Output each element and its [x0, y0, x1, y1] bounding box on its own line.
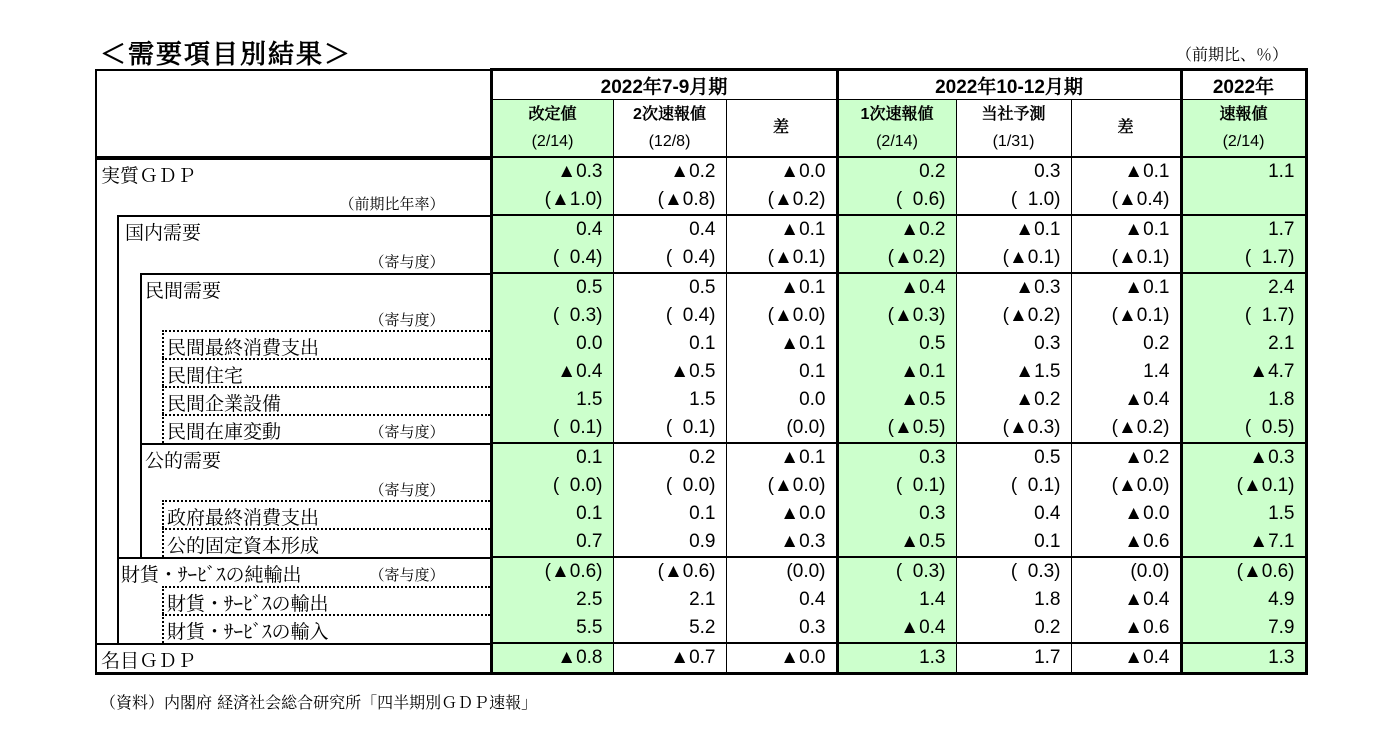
row-sublabel: （寄与度）	[369, 482, 445, 499]
value-cell: 2.1	[1181, 330, 1306, 358]
value-cell: ▲0.4	[1071, 586, 1181, 614]
value-cell: (▲0.5)	[837, 414, 956, 443]
value-cell: ▲0.1	[1071, 273, 1181, 302]
value-cell: 1.4	[837, 586, 956, 614]
row-label-cell	[96, 157, 491, 186]
value-cell: (▲0.6)	[1181, 557, 1306, 586]
value-cell: 0.0	[726, 386, 837, 414]
row-label: 政府最終消費支出	[167, 508, 320, 529]
value-cell: ▲0.0	[726, 643, 837, 674]
value-cell: 0.3	[956, 157, 1071, 186]
column-date: (2/14)	[531, 133, 574, 150]
value-cell: ▲0.3	[726, 528, 837, 557]
value-cell: ( 0.0)	[613, 472, 726, 500]
value-cell: (▲0.0)	[726, 302, 837, 330]
value-cell: ▲0.4	[1071, 643, 1181, 674]
table-row	[96, 500, 1306, 528]
demand-results-table	[95, 68, 1308, 675]
value-cell: ▲0.1	[726, 215, 837, 244]
value-cell: (▲0.3)	[956, 414, 1071, 443]
value-cell: (▲0.1)	[726, 244, 837, 273]
column-date: (2/14)	[876, 133, 918, 150]
value-cell: ▲0.1	[837, 358, 956, 386]
row-label-cell	[96, 614, 491, 643]
row-label: 国内需要	[125, 223, 202, 244]
value-cell: ▲1.5	[956, 358, 1071, 386]
value-cell: ( 0.4)	[613, 302, 726, 330]
row-label: 民間企業設備	[167, 394, 282, 415]
value-cell: ▲0.1	[726, 443, 837, 472]
value-cell: ( 0.1)	[613, 414, 726, 443]
value-cell: ( 1.7)	[1181, 244, 1306, 273]
value-cell: 0.5	[613, 273, 726, 302]
value-cell	[1181, 186, 1306, 215]
table-row	[96, 215, 1306, 244]
row-label-cell	[96, 500, 491, 528]
value-cell: 0.3	[726, 614, 837, 643]
value-cell: 0.1	[491, 500, 613, 528]
value-cell: 0.1	[956, 528, 1071, 557]
column-header	[491, 100, 613, 158]
row-label: 実質ＧＤＰ	[101, 166, 197, 187]
column-header	[956, 100, 1071, 158]
row-label-cell	[96, 528, 491, 557]
column-label: 当社予測	[981, 106, 1046, 123]
value-cell: 0.1	[613, 500, 726, 528]
value-cell: ▲0.0	[726, 157, 837, 186]
value-cell: (▲0.4)	[1071, 186, 1181, 215]
value-cell: ▲0.7	[613, 643, 726, 674]
row-label: 民間在庫変動	[167, 422, 282, 443]
column-header	[726, 100, 837, 158]
column-header	[1071, 100, 1181, 158]
value-cell: ( 0.3)	[956, 557, 1071, 586]
table-row	[96, 157, 1306, 186]
value-cell: 1.3	[1181, 643, 1306, 674]
table-row	[96, 614, 1306, 643]
table-row	[96, 358, 1306, 386]
value-cell: (▲0.2)	[956, 302, 1071, 330]
value-cell: 0.5	[837, 330, 956, 358]
value-cell: ▲0.0	[1071, 500, 1181, 528]
value-cell: ( 0.4)	[613, 244, 726, 273]
value-cell: ▲0.6	[1071, 528, 1181, 557]
row-label: 財貨・ｻｰﾋﾞｽの輸出	[167, 594, 329, 615]
column-label: 2次速報値	[633, 106, 706, 123]
value-cell: ( 0.4)	[491, 244, 613, 273]
row-sublabel: （寄与度）	[369, 567, 445, 584]
value-cell: 1.7	[1181, 215, 1306, 244]
table-row	[96, 443, 1306, 472]
value-cell: 2.1	[613, 586, 726, 614]
value-cell: ( 0.6)	[837, 186, 956, 215]
value-cell: (▲0.1)	[1071, 302, 1181, 330]
row-label-cell	[96, 643, 491, 674]
table-row	[96, 528, 1306, 557]
table-row	[96, 244, 1306, 273]
table-row	[96, 302, 1306, 330]
value-cell: 0.4	[613, 215, 726, 244]
value-cell: ▲0.5	[613, 358, 726, 386]
value-cell: (▲0.6)	[491, 557, 613, 586]
row-label-cell	[96, 302, 491, 330]
row-label-cell	[96, 273, 491, 302]
value-cell: (▲0.2)	[1071, 414, 1181, 443]
row-label: 公的固定資本形成	[167, 536, 320, 557]
value-cell: 0.5	[956, 443, 1071, 472]
column-date: (12/8)	[648, 133, 691, 150]
value-cell: (0.0)	[726, 557, 837, 586]
column-label: 改定値	[528, 106, 577, 123]
value-cell: (▲0.1)	[1071, 244, 1181, 273]
value-cell: ▲0.4	[1071, 386, 1181, 414]
value-cell: 0.3	[837, 500, 956, 528]
period-q4-2022: 2022年10-12月期	[837, 70, 1181, 100]
value-cell: 0.3	[956, 330, 1071, 358]
period-header-row	[96, 70, 1306, 100]
row-label: 民間住宅	[167, 366, 244, 387]
value-cell: ( 0.3)	[837, 557, 956, 586]
value-cell: 1.7	[956, 643, 1071, 674]
value-cell: (▲0.2)	[726, 186, 837, 215]
table-row	[96, 186, 1306, 215]
value-cell: 0.4	[956, 500, 1071, 528]
value-cell: ▲0.3	[956, 273, 1071, 302]
row-sublabel: （前期比年率）	[339, 196, 445, 213]
value-cell: ▲0.0	[726, 500, 837, 528]
value-cell: 1.1	[1181, 157, 1306, 186]
value-cell: 0.1	[613, 330, 726, 358]
table-row	[96, 643, 1306, 674]
period-2022: 2022年	[1181, 70, 1306, 100]
value-cell: ▲0.6	[1071, 614, 1181, 643]
value-cell: (▲0.1)	[1181, 472, 1306, 500]
value-cell: (0.0)	[726, 414, 837, 443]
value-cell: (▲0.3)	[837, 302, 956, 330]
value-cell: 1.4	[1071, 358, 1181, 386]
value-cell: 0.3	[837, 443, 956, 472]
value-cell: ▲0.3	[1181, 443, 1306, 472]
table-row	[96, 273, 1306, 302]
value-cell: 0.0	[491, 330, 613, 358]
row-label: 民間需要	[145, 281, 222, 302]
value-cell: 1.5	[613, 386, 726, 414]
table-row	[96, 586, 1306, 614]
value-cell: ▲0.4	[837, 614, 956, 643]
value-cell: ( 0.3)	[491, 302, 613, 330]
value-cell: (▲1.0)	[491, 186, 613, 215]
value-cell: 5.2	[613, 614, 726, 643]
value-cell: ▲0.4	[491, 358, 613, 386]
row-label-cell	[96, 557, 491, 586]
value-cell: ▲0.1	[956, 215, 1071, 244]
row-label-cell	[96, 414, 491, 443]
value-cell: 0.7	[491, 528, 613, 557]
column-date: (1/31)	[992, 133, 1035, 150]
value-cell: ▲0.3	[491, 157, 613, 186]
row-label-cell	[96, 358, 491, 386]
value-cell: 2.4	[1181, 273, 1306, 302]
table-title: ＜需要項目別結果＞	[100, 40, 353, 70]
period-q3-2022: 2022年7-9月期	[491, 70, 837, 100]
row-label: 民間最終消費支出	[167, 338, 320, 359]
table-row	[96, 472, 1306, 500]
unit-note: （前期比、％）	[1175, 45, 1288, 64]
value-cell: (▲0.0)	[1071, 472, 1181, 500]
value-cell: ▲4.7	[1181, 358, 1306, 386]
value-cell: ▲0.1	[1071, 157, 1181, 186]
row-label-cell	[96, 443, 491, 472]
value-cell: 0.4	[726, 586, 837, 614]
row-sublabel: （寄与度）	[369, 312, 445, 329]
row-label: 財貨・ｻｰﾋﾞｽの輸入	[167, 622, 329, 643]
row-label-cell	[96, 215, 491, 244]
value-cell: 0.2	[613, 443, 726, 472]
value-cell: 1.3	[837, 643, 956, 674]
row-label-cell	[96, 244, 491, 273]
value-cell: ( 0.1)	[956, 472, 1071, 500]
source-note: （資料）内閣府 経済社会総合研究所「四半期別ＧＤＰ速報」	[100, 693, 538, 712]
value-cell: 4.9	[1181, 586, 1306, 614]
value-cell: 0.1	[491, 443, 613, 472]
value-cell: ▲0.5	[837, 386, 956, 414]
row-label: 公的需要	[145, 451, 222, 472]
value-cell: ▲0.4	[837, 273, 956, 302]
value-cell: ▲0.2	[956, 386, 1071, 414]
table-row	[96, 557, 1306, 586]
row-label-cell	[96, 472, 491, 500]
value-cell: ( 1.7)	[1181, 302, 1306, 330]
value-cell: ( 0.0)	[491, 472, 613, 500]
value-cell: (▲0.1)	[956, 244, 1071, 273]
row-sublabel: （寄与度）	[369, 424, 445, 441]
value-cell: 0.1	[726, 358, 837, 386]
value-cell: (▲0.8)	[613, 186, 726, 215]
row-label: 名目ＧＤＰ	[101, 651, 197, 672]
value-cell: ( 0.1)	[837, 472, 956, 500]
column-label: 差	[772, 119, 789, 136]
value-cell: (0.0)	[1071, 557, 1181, 586]
value-cell: ( 0.1)	[491, 414, 613, 443]
column-label: 差	[1117, 119, 1134, 136]
value-cell: ▲0.1	[726, 330, 837, 358]
value-cell: ▲0.2	[613, 157, 726, 186]
value-cell: ( 0.5)	[1181, 414, 1306, 443]
row-label-cell	[96, 586, 491, 614]
column-label: 1次速報値	[860, 106, 934, 123]
row-label: 財貨・ｻｰﾋﾞｽの純輸出	[121, 565, 302, 586]
table-row	[96, 386, 1306, 414]
value-cell: 0.2	[956, 614, 1071, 643]
value-cell: (▲0.0)	[726, 472, 837, 500]
row-label-cell	[96, 330, 491, 358]
value-cell: ▲0.2	[1071, 443, 1181, 472]
value-cell: ▲0.1	[1071, 215, 1181, 244]
value-cell: 0.4	[491, 215, 613, 244]
value-cell: ( 1.0)	[956, 186, 1071, 215]
value-cell: (▲0.2)	[837, 244, 956, 273]
value-cell: 0.2	[1071, 330, 1181, 358]
table-row	[96, 330, 1306, 358]
value-cell: ▲0.2	[837, 215, 956, 244]
value-cell: 7.9	[1181, 614, 1306, 643]
value-cell: ▲0.1	[726, 273, 837, 302]
value-cell: 0.2	[837, 157, 956, 186]
row-label-cell	[96, 186, 491, 215]
value-cell: 0.9	[613, 528, 726, 557]
column-header	[837, 100, 956, 158]
value-cell: 0.5	[491, 273, 613, 302]
row-sublabel: （寄与度）	[369, 254, 445, 271]
value-cell: 5.5	[491, 614, 613, 643]
value-cell: 1.8	[1181, 386, 1306, 414]
column-header	[613, 100, 726, 158]
value-cell: 2.5	[491, 586, 613, 614]
value-cell: ▲0.8	[491, 643, 613, 674]
value-cell: 1.8	[956, 586, 1071, 614]
value-cell: 1.5	[491, 386, 613, 414]
column-header	[1181, 100, 1306, 158]
table-row	[96, 414, 1306, 443]
value-cell: 1.5	[1181, 500, 1306, 528]
value-cell: ▲0.5	[837, 528, 956, 557]
column-date: (2/14)	[1222, 133, 1265, 150]
column-label: 速報値	[1219, 106, 1268, 123]
corner-cell	[96, 70, 491, 158]
value-cell: (▲0.6)	[613, 557, 726, 586]
row-label-cell	[96, 386, 491, 414]
value-cell: ▲7.1	[1181, 528, 1306, 557]
